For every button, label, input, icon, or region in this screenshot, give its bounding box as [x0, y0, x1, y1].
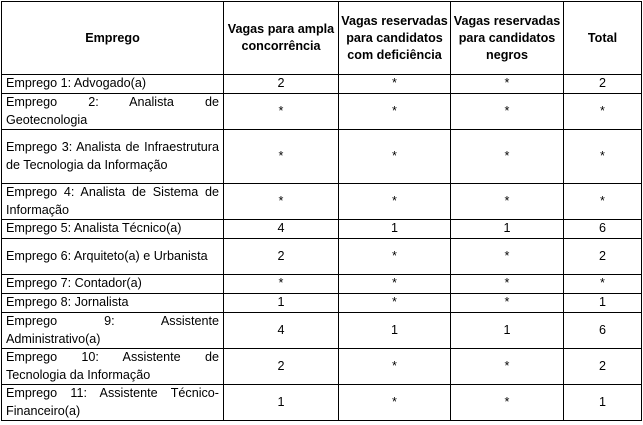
cell-negros: 1	[451, 220, 564, 239]
cell-negros: *	[451, 349, 564, 385]
cell-ampla: *	[224, 130, 339, 184]
cell-deficiencia: 1	[339, 220, 451, 239]
cell-ampla: 2	[224, 75, 339, 94]
cell-negros: *	[451, 184, 564, 220]
cell-emprego: Emprego 7: Contador(a)	[2, 275, 224, 294]
cell-deficiencia: *	[339, 349, 451, 385]
cell-negros: *	[451, 275, 564, 294]
cell-ampla: 4	[224, 313, 339, 349]
table-row	[2, 220, 642, 239]
cell-total: *	[564, 130, 642, 184]
table-row	[2, 385, 642, 421]
cell-negros: *	[451, 130, 564, 184]
cell-ampla: *	[224, 94, 339, 130]
cell-total: 6	[564, 313, 642, 349]
header-total: Total	[564, 2, 642, 75]
cell-ampla: 1	[224, 294, 339, 313]
cell-negros: *	[451, 385, 564, 421]
cell-ampla: *	[224, 184, 339, 220]
cell-negros: 1	[451, 313, 564, 349]
table-row	[2, 94, 642, 130]
cell-total: *	[564, 94, 642, 130]
cell-ampla: 2	[224, 239, 339, 275]
cell-ampla: 2	[224, 349, 339, 385]
vagas-table	[1, 1, 642, 421]
table-header-row	[2, 2, 642, 75]
cell-negros: *	[451, 239, 564, 275]
cell-ampla: 4	[224, 220, 339, 239]
cell-emprego: Emprego 8: Jornalista	[2, 294, 224, 313]
cell-deficiencia: *	[339, 130, 451, 184]
cell-emprego: Emprego 1: Advogado(a)	[2, 75, 224, 94]
cell-total: 6	[564, 220, 642, 239]
cell-deficiencia: *	[339, 385, 451, 421]
table-row	[2, 130, 642, 184]
cell-ampla: *	[224, 275, 339, 294]
cell-negros: *	[451, 294, 564, 313]
header-ampla-concorrencia: Vagas para ampla concorrência	[224, 2, 339, 75]
cell-deficiencia: *	[339, 94, 451, 130]
header-negros: Vagas reservadas para candidatos negros	[451, 2, 564, 75]
cell-deficiencia: *	[339, 184, 451, 220]
table-row	[2, 349, 642, 385]
cell-total: *	[564, 184, 642, 220]
cell-deficiencia: *	[339, 275, 451, 294]
table-row	[2, 75, 642, 94]
cell-emprego: Emprego 11: Assistente Técnico-Financeiro(a)	[2, 385, 224, 421]
cell-emprego: Emprego 9: Assistente Administrativo(a)	[2, 313, 224, 349]
cell-emprego: Emprego 3: Analista de Infraestrutura de Tecnologia da Informação	[2, 130, 224, 184]
cell-negros: *	[451, 94, 564, 130]
header-emprego: Emprego	[2, 2, 224, 75]
header-deficiencia: Vagas reservadas para candidatos com deficiência	[339, 2, 451, 75]
cell-deficiencia: 1	[339, 313, 451, 349]
cell-deficiencia: *	[339, 294, 451, 313]
cell-total: 1	[564, 385, 642, 421]
table-row	[2, 275, 642, 294]
cell-emprego: Emprego 5: Analista Técnico(a)	[2, 220, 224, 239]
cell-total: 1	[564, 294, 642, 313]
cell-total: *	[564, 275, 642, 294]
cell-total: 2	[564, 349, 642, 385]
cell-emprego: Emprego 6: Arquiteto(a) e Urbanista	[2, 239, 224, 275]
cell-ampla: 1	[224, 385, 339, 421]
cell-deficiencia: *	[339, 239, 451, 275]
table-row	[2, 313, 642, 349]
cell-total: 2	[564, 239, 642, 275]
cell-emprego: Emprego 4: Analista de Sistema de Informação	[2, 184, 224, 220]
table-row	[2, 294, 642, 313]
cell-negros: *	[451, 75, 564, 94]
table-row	[2, 239, 642, 275]
cell-emprego: Emprego 10: Assistente de Tecnologia da Informação	[2, 349, 224, 385]
cell-deficiencia: *	[339, 75, 451, 94]
cell-total: 2	[564, 75, 642, 94]
cell-emprego: Emprego 2: Analista de Geotecnologia	[2, 94, 224, 130]
table-row	[2, 184, 642, 220]
